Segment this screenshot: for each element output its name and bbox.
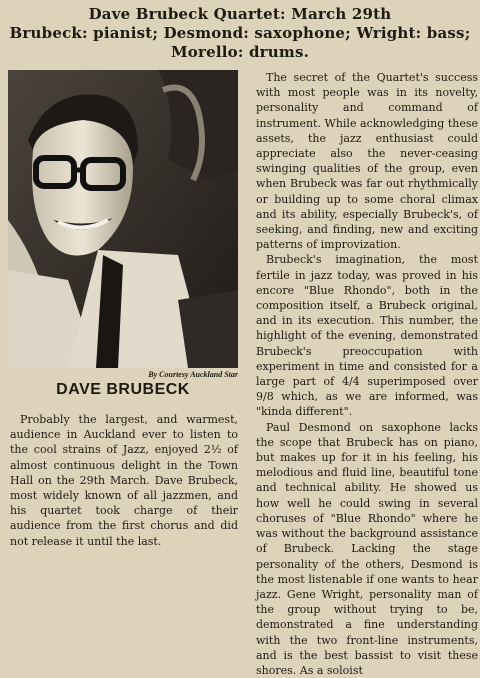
photo-credit: By Courtesy Auckland Star — [148, 370, 238, 379]
dave-brubeck-photo — [8, 70, 238, 368]
paragraph-2: Brubeck's imagination, the most fertile in jazz today, was proved in his encore "Blue Rhondo", both in the composition itself, a Brubeck original, and in its execution. This number, the highlight of the evening, demonstrated Brubeck's preoccupation with experiment in time and consisted for a large part of 4/4 superimposed over 9/8 which, as we are informed, was "kinda different". — [256, 253, 478, 419]
article-headline — [0, 5, 480, 62]
portrait-illustration — [8, 70, 238, 368]
photo-caption: DAVE BRUBECK — [56, 381, 190, 398]
lineup-line-1: Brubeck: pianist; Desmond: saxophone; Wright: bass; — [9, 24, 471, 42]
article-title: Dave Brubeck Quartet: March 29th — [88, 5, 392, 23]
paragraph-3: Paul Desmond on saxophone lacks the scope that Brubeck has on piano, but makes up for it in his feeling, his melodious and fluid line, beautiful tone and technical ability. He showed us how well he could swing in several choruses of "Blue Rhondo" where he was without the background assistance of Brubeck. Lacking the stage personality of the others, Desmond is the most listenable if one wants to hear jazz. Gene Wright, personality man of the group without trying to be, demonstrated a fine understanding with the two front-line instruments, and is the best bassist to visit these shores. As a soloist — [256, 420, 478, 677]
paragraph-1: The secret of the Quartet's success with most people was in its novelty, personality and command of instrument. While acknowledging these assets, the jazz enthusiast could appreciate also the never-ceasing swinging qualities of the group, even when Brubeck was far out rhythmically or building up to some choral climax and its ability, especially Brubeck's, of seeking, and finding, new and exciting patterns of improvization. — [256, 71, 478, 252]
right-column-text — [256, 70, 478, 677]
lineup-line-2: Morello: drums. — [170, 43, 310, 61]
left-column-text: Probably the largest, and warmest, audience in Auckland ever to listen to the cool strains of Jazz, enjoyed 2½ of almost continuous delight in the Town Hall on the 29th March. Dave Brubeck, most widely known of all jazzmen, and his quartet took charge of their audience from the first chorus and did not release it until the last. — [10, 413, 238, 548]
